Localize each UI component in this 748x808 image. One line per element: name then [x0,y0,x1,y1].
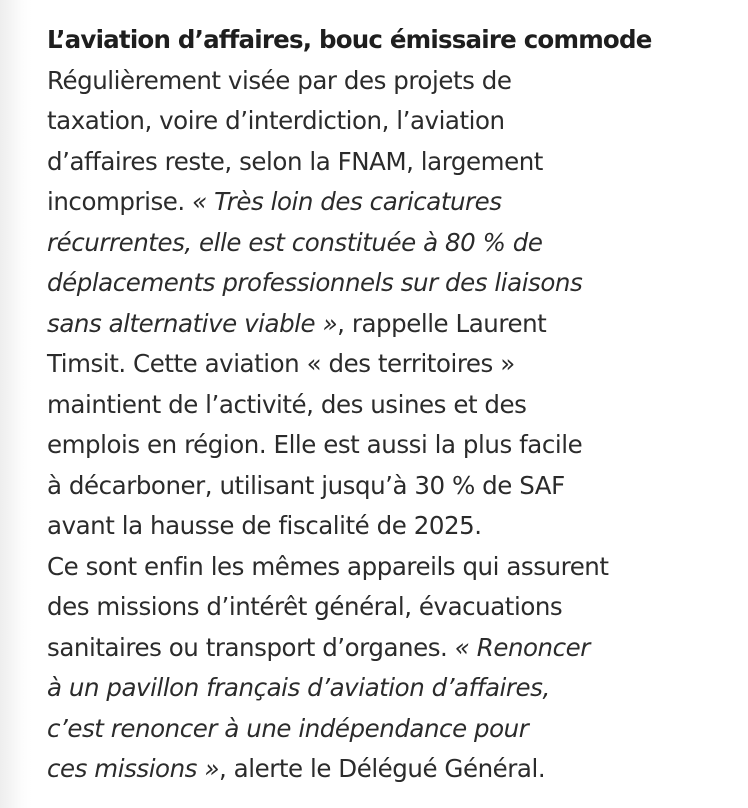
text-segment: , rappelle Laurent [337,308,547,338]
text-segment: sanitaires ou transport d’organes. [47,632,455,662]
text-line [47,466,737,507]
text-line [47,628,737,669]
quote-segment: récurrentes, elle est constituée à 80 % de [47,227,543,257]
text-line [47,749,737,790]
article-heading: L’aviation d’affaires, bouc émissaire commode [47,25,652,54]
text-segment: des missions d’intérêt général, évacuations [47,592,563,621]
quote-segment: sans alternative viable » [47,308,338,338]
quote-segment: ces missions » [47,754,219,783]
text-line [47,547,737,588]
text-line [47,304,737,345]
text-segment: avant la hausse de fiscalité de 2025. [47,511,482,540]
text-line [47,668,737,709]
article-body [47,61,737,790]
text-segment: Timsit. Cette aviation « des territoires » [47,349,515,378]
text-line [47,587,737,628]
text-segment: Régulièrement visée par des projets de [47,65,512,95]
quote-segment: c’est renoncer à une indépendance pour [47,713,529,743]
text-segment: incomprise. [47,187,193,216]
article [47,20,737,790]
text-line [47,425,737,466]
quote-segment: « Renoncer [454,632,590,662]
text-line [47,385,737,426]
text-segment: Ce sont enfin les mêmes appareils qui assurent [47,551,609,581]
text-segment: taxation, voire d’interdiction, l’aviation [47,106,505,135]
text-line [47,223,737,264]
text-segment: à décarboner, utilisant jusqu’à 30 % de SAF [47,470,565,500]
text-line [47,182,737,223]
text-segment: maintient de l’activité, des usines et des [47,389,527,419]
quote-segment: « Très loin des caricatures [192,187,502,216]
quote-segment: déplacements professionnels sur des liaisons [47,268,583,297]
text-segment: d’affaires reste, selon la FNAM, largement [47,146,543,176]
quote-segment: à un pavillon français d’aviation d’affaires, [47,673,550,702]
text-line [47,344,737,385]
text-line [47,142,737,183]
text-line [47,506,737,547]
text-line [47,101,737,142]
text-segment: emplois en région. Elle est aussi la plus facile [47,430,583,459]
text-segment: , alerte le Délégué Général. [219,754,546,783]
text-line [47,61,737,102]
text-line [47,709,737,750]
text-line [47,263,737,304]
